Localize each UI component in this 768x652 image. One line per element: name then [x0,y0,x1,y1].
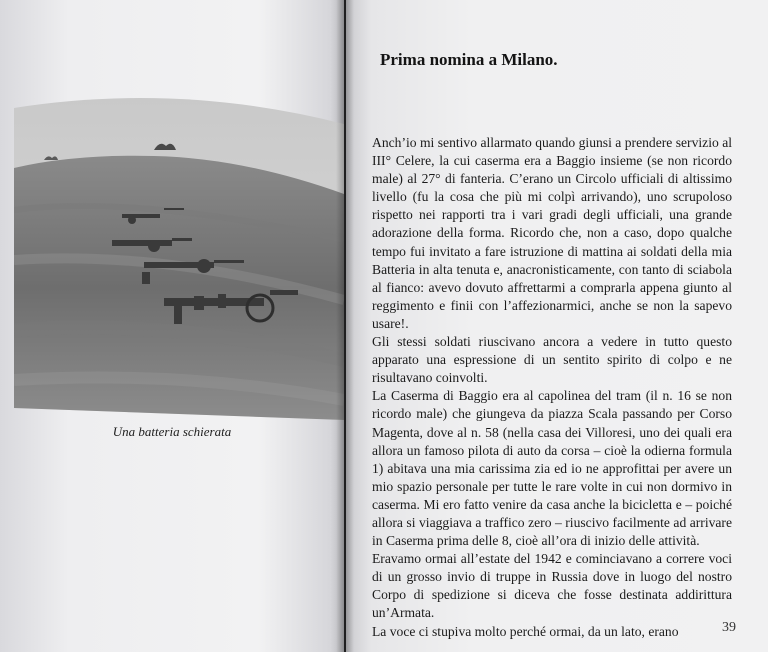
artillery-battery-photo [14,90,344,420]
paragraph: La voce ci stupiva molto perché ormai, da un lato, erano [372,623,679,639]
paragraph: Gli stessi soldati riuscivano ancora a vedere in tutto questo apparato una espressione di un sentito spirito di colpo e ne risultavano coinvolti. [372,334,732,386]
body-text [372,134,732,641]
right-page [346,0,768,652]
chapter-title: Prima nomina a Milano. [380,50,558,69]
paragraph: La Caserma di Baggio era al capolinea del tram (il n. 16 se non ricordo male) che giungeva da piazza Scala passando per Corso Magenta, dove al n. 58 (nella casa dei Villoresi, uno dei quali era allora un famoso pilota di auto da corsa – cioè la odierna formula 1) abitava una mia carissima zia ed io ne approfittai per avere un mio spazio personale per tutte le rare volte in cui non dormivo in caserma. Mi ero fatto venire da casa anche la bicicletta e – poiché allora si viaggiava a traffico zero – riuscivo facilmente ad arrivare in Caserma prima delle 8, cioè all’ora di inizio delle attività. [372,388,732,549]
photo-image [14,90,344,420]
page-number: 39 [722,620,736,635]
left-page [0,0,344,652]
paragraph: Eravamo ormai all’estate del 1942 e cominciavano a correre voci di un grosso invio di truppe in Russia dove in luogo del nostro Corpo di spedizione si diceva che fosse destinata addirittura un’Armata. [372,551,732,621]
photo-caption: Una batteria schierata [112,424,232,439]
paragraph: Anch’io mi sentivo allarmato quando giunsi a prendere servizio al III° Celere, la cui caserma era a Baggio insieme (se non ricordo male) al 27° di fanteria. C’erano un Circolo ufficiali di altissimo livello (fu la cosa che più mi colpì arrivando), uno scrupoloso rispetto nei rapporti tra i vari gradi degli ufficiali, una grande adorazione della forma. Ricordo che, non a caso, dopo qualche tempo fui invitato a fare istruzione di mattina ai soldati della mia Batteria in alta tenuta e, anacronisticamente, con tanto di sciabola al fianco: avevo dovuto affrettarmi a comprarla appena giunto al reggimento e finii con l’affezionarmici, anche se non la sapevo usare!. [372,135,732,331]
